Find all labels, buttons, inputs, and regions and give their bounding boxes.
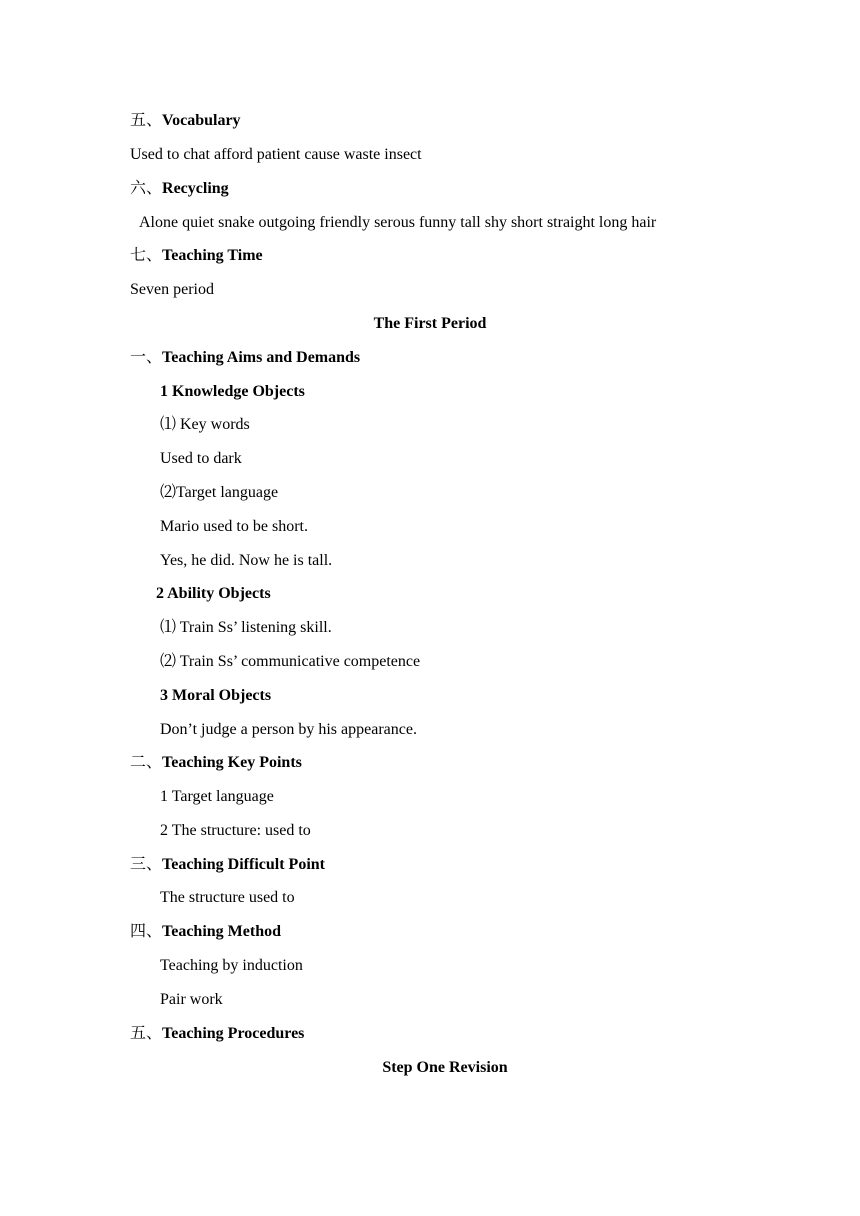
section-title: Teaching Method: [162, 923, 281, 940]
section-title: Teaching Key Points: [162, 754, 302, 771]
recycling-content: Alone quiet snake outgoing friendly serous funny tall shy short straight long hair: [139, 214, 657, 231]
section-marker: 一、: [130, 349, 163, 366]
list-item: 1 Target language: [160, 788, 274, 805]
section-marker: 六、: [130, 180, 163, 197]
list-item: Mario used to be short.: [160, 518, 308, 535]
section-heading-key-points: [130, 753, 302, 773]
section-heading-procedures: [130, 1024, 304, 1044]
first-period-title: The First Period: [373, 315, 487, 332]
vocabulary-content: Used to chat afford patient cause waste insect: [130, 146, 422, 163]
list-item: Don’t judge a person by his appearance.: [160, 721, 417, 738]
list-item: Yes, he did. Now he is tall.: [160, 552, 333, 569]
list-item: Pair work: [160, 991, 223, 1008]
section-heading-method: [130, 922, 281, 942]
section-title: Teaching Difficult Point: [162, 856, 325, 873]
section-heading-recycling: [130, 179, 229, 199]
list-item: 2 The structure: used to: [160, 822, 311, 839]
section-title: Recycling: [162, 180, 229, 197]
section-marker: 七、: [130, 247, 163, 264]
section-marker: 五、: [130, 112, 163, 129]
section-marker: 二、: [130, 754, 163, 771]
section-heading-vocabulary: [130, 111, 241, 131]
section-marker: 三、: [130, 856, 163, 873]
section-heading-teaching-time: [130, 246, 263, 266]
list-item: ⑴ Train Ss’ listening skill.: [160, 619, 332, 636]
section-heading-difficult-point: [130, 855, 325, 875]
section-title: Teaching Procedures: [162, 1025, 305, 1042]
section-marker: 四、: [130, 923, 163, 940]
list-item: The structure used to: [160, 889, 295, 906]
list-item: Used to dark: [160, 450, 242, 467]
list-item: ⑵Target language: [160, 484, 279, 501]
section-title: Teaching Time: [162, 247, 263, 264]
ability-objects-heading: 2 Ability Objects: [156, 585, 271, 602]
moral-objects-heading: 3 Moral Objects: [160, 687, 272, 704]
knowledge-objects-heading: 1 Knowledge Objects: [160, 383, 305, 400]
teaching-time-content: Seven period: [130, 281, 214, 298]
section-title: Vocabulary: [162, 112, 241, 129]
list-item: Teaching by induction: [160, 957, 303, 974]
step-title: Step One Revision: [382, 1059, 508, 1076]
section-marker: 五、: [130, 1025, 163, 1042]
list-item: ⑵ Train Ss’ communicative competence: [160, 653, 421, 670]
list-item: ⑴ Key words: [160, 416, 250, 433]
section-title: Teaching Aims and Demands: [162, 349, 361, 366]
section-heading-aims: [130, 348, 360, 368]
